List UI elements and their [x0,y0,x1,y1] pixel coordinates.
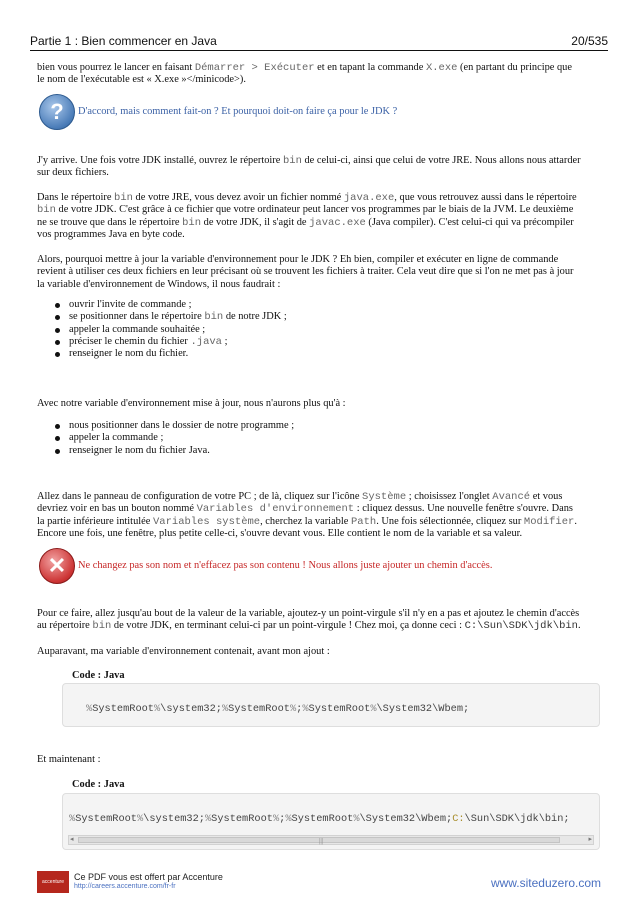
sponsor-text: Ce PDF vous est offert par Accenture [74,872,223,882]
paragraph-3: Alors, pourquoi mettre à jour la variable d'environnement pour le JDK ? Eh bien, compiler et exécuter en ligne de commande revient à utiliser ces deux fichiers en leur précisant où se trouvent les fichiers à traiter. Cela veut dire que si l'on ne met pas à jour la variable d'environnement de Windows, il nous faudrait : [37,254,574,290]
list-item: appeler la commande souhaitée ; [37,324,603,336]
horizontal-scrollbar[interactable] [68,835,594,845]
code-line: %SystemRoot%\system32;%SystemRoot%;%SystemRoot%\System32\Wbem;C:\Sun\SDK\jdk\bin; [69,813,570,825]
bullet-list-1 [37,299,603,360]
scrollbar-thumb[interactable] [78,837,560,843]
scroll-right-icon[interactable]: ▸ [588,835,592,843]
question-icon: ? [39,94,75,130]
paragraph-8: Et maintenant : [37,754,101,765]
code-line: %SystemRoot%\system32;%SystemRoot%;%SystemRoot%\System32\Wbem; [86,703,470,715]
code-block-2 [62,793,600,850]
site-link[interactable]: www.siteduzero.com [490,876,601,890]
warning-text: Ne changez pas son nom et n'effacez pas son contenu ! Nous allons juste ajouter un chemin d'accès. [78,560,493,571]
paragraph-7: Auparavant, ma variable d'environnement contenait, avant mon ajout : [37,646,330,657]
grip-icon: ||| [319,837,324,845]
part-title: Partie 1 : Bien commencer en Java [30,34,217,48]
bullet-list-2 [37,420,603,457]
question-text: D'accord, mais comment fait-on ? Et pourquoi doit-on faire ça pour le JDK ? [78,106,398,117]
code-label: Code : Java [72,670,125,681]
page-header [30,34,608,51]
close-icon: ✕ [39,548,75,584]
list-item: ouvrir l'invite de commande ; [37,299,603,311]
code-label: Code : Java [72,779,125,790]
list-item: renseigner le nom du fichier. [37,348,603,360]
paragraph-4: Avec notre variable d'environnement mise à jour, nous n'aurons plus qu'à : [37,398,346,409]
page-number: 20/535 [571,34,608,48]
warning-note [37,546,603,586]
list-item: se positionner dans le répertoire bin de notre JDK ; [37,311,603,323]
page-footer [37,868,601,898]
code-block-1 [62,683,600,727]
accenture-logo: accenture [37,871,69,893]
scroll-left-icon[interactable]: ◂ [70,835,74,843]
list-item: préciser le chemin du fichier .java ; [37,336,603,348]
sponsor-link[interactable]: http://careers.accenture.com/fr-fr [74,883,176,890]
paragraph-5: Allez dans le panneau de configuration de votre PC ; de là, cliquez sur l'icône Système ; choisissez l'onglet Avancé et vous devriez voir en bas un bouton nommé Variables d'environnement : cliquez dessus. Une nouvelle fenêtre s'ouvre. Dans la partie inférieure intitulée Variables système, cherchez la variable Path. Une fois sélectionnée, cliquez sur Modifier. Encore une fois, une fenêtre, plus petite celle-ci, s'ouvre devant vous. Elle contient le nom de la variable et sa valeur. [37,491,577,539]
list-item: nous positionner dans le dossier de notre programme ; [37,420,603,432]
inline-code: Démarrer > Exécuter [194,62,315,74]
inline-code: X.exe [425,62,458,74]
paragraph-2: Dans le répertoire bin de votre JRE, vous devez avoir un fichier nommé java.exe, que vous retrouvez aussi dans le répertoire bin de votre JDK. C'est grâce à ce fichier que votre ordinateur peut lancer vos programmes par le biais de la JVM. Le deuxième ne se trouve que dans le répertoire bin de votre JDK, il s'agit de javac.exe (Java compiler). C'est celui-ci qui va précompiler vos programmes Java en byte code. [37,192,577,240]
list-item: appeler la commande ; [37,432,603,444]
question-note [37,92,603,132]
paragraph-0: bien vous pourrez le lancer en faisant Démarrer > Exécuter et en tapant la commande X.exe (en partant du principe que le nom de l'exécutable est « X.exe »</minicode>). [37,62,572,86]
list-item: renseigner le nom du fichier Java. [37,445,603,457]
paragraph-1: J'y arrive. Une fois votre JDK installé, ouvrez le répertoire bin de celui-ci, ainsi que celui de votre JRE. Nous allons nous attarder sur deux fichiers. [37,155,581,179]
paragraph-6: Pour ce faire, allez jusqu'au bout de la valeur de la variable, ajoutez-y un point-virgule s'il n'y en a pas et ajoutez le chemin d'accès au répertoire bin de votre JDK, en terminant celui-ci par un point-virgule ! Chez moi, ça donne ceci : C:\Sun\SDK\jdk\bin. [37,608,581,633]
